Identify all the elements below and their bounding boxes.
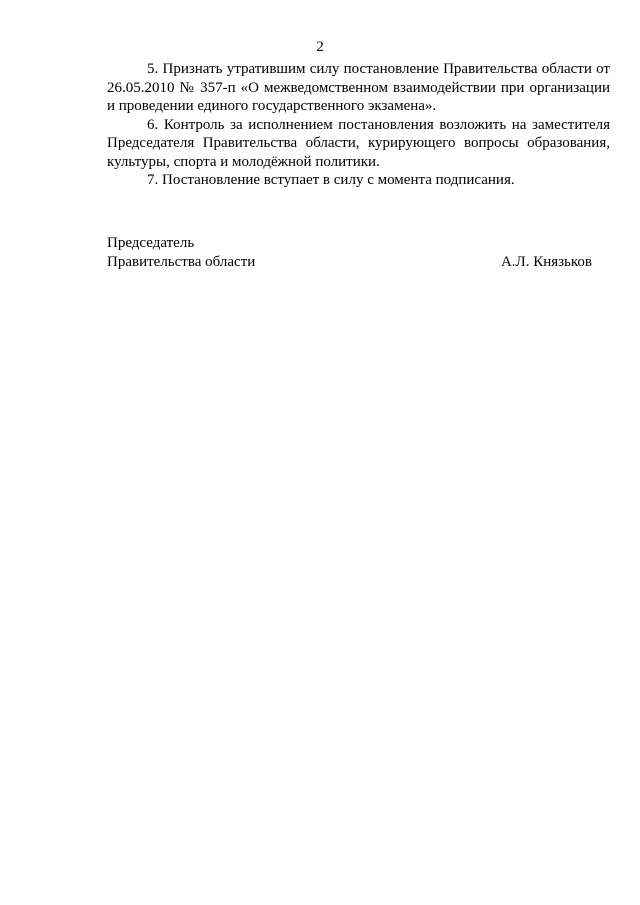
signatory-name: А.Л. Князьков (500, 253, 592, 270)
signatory-line (107, 253, 592, 272)
paragraph-6: 6. Контроль за исполнением постановления возложить на заместителя Председателя Правительства области, курирующего вопросы образования, культуры, спорта и молодёжной политики. (107, 116, 610, 170)
paragraph-5: 5. Признать утратившим силу постановление Правительства области от 26.05.2010 № 357-п «О межведомственном взаимодействии при организации и проведении единого государственного экзамена». (107, 61, 610, 114)
signatory-title-line2: Правительства области (107, 253, 256, 270)
page-number: 2 (316, 39, 324, 55)
signatory-title-line1: Председатель (107, 235, 195, 251)
signature-block (107, 234, 592, 271)
paragraph-7: 7. Постановление вступает в силу с момента подписания. (147, 172, 515, 188)
document-body (107, 60, 610, 190)
